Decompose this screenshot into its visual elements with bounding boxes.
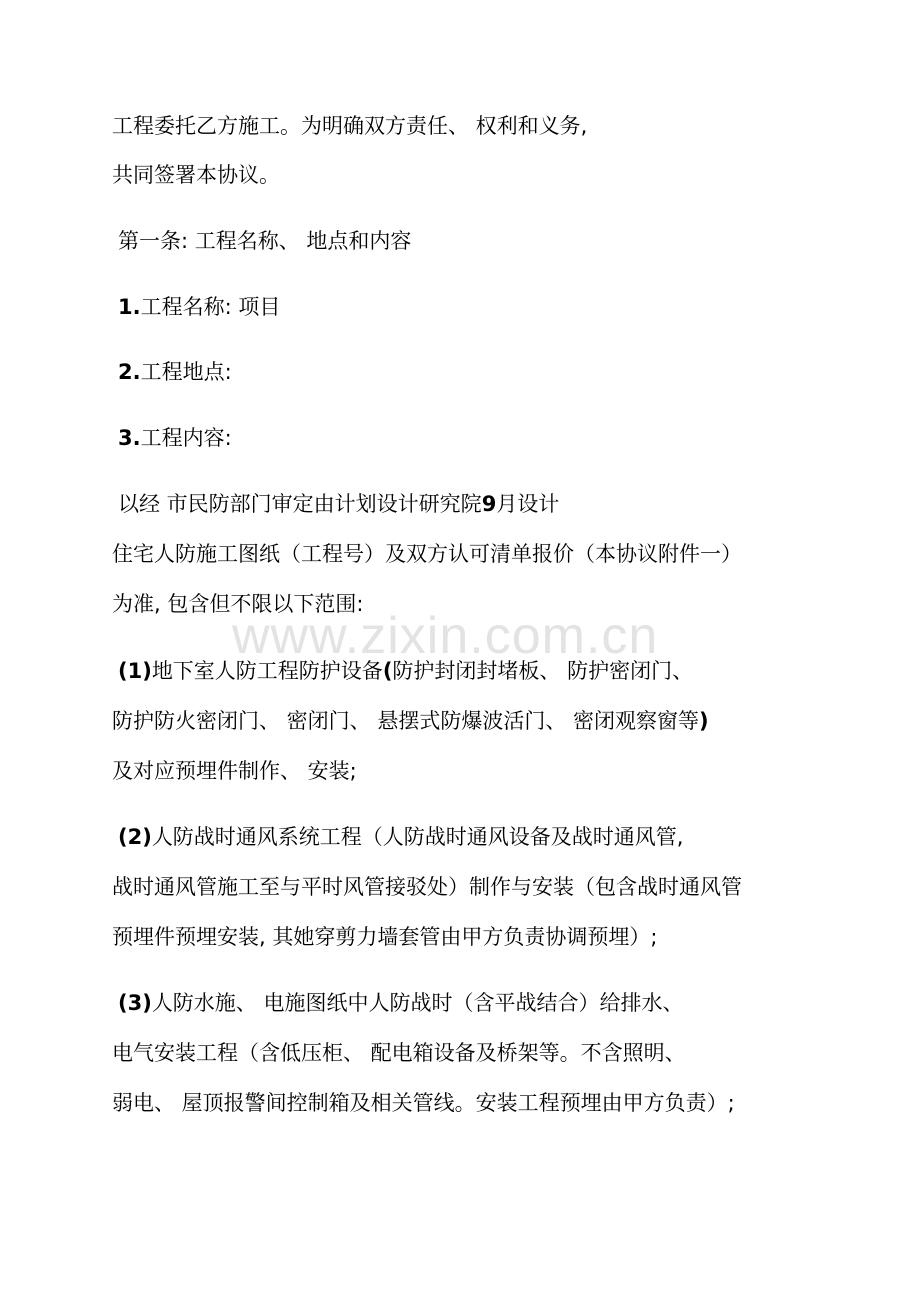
content-line-1-a: 以经 市民防部门审定由计划设计研究院 bbox=[118, 492, 482, 516]
content-line-2: 住宅人防施工图纸（工程号）及双方认可清单报价（本协议附件一） bbox=[112, 542, 742, 566]
scope-2-line-3: 预埋件预埋安装, 其她穿剪力墙套管由甲方负责协调预埋）; bbox=[112, 925, 658, 949]
item-1-number: 1. bbox=[118, 295, 141, 319]
scope-2-number: (2) bbox=[118, 825, 152, 849]
article-1-heading: 第一条: 工程名称、 地点和内容 bbox=[118, 229, 412, 253]
scope-1-line-1-c: 防护封闭封堵板、 防护密闭门、 bbox=[392, 659, 694, 683]
item-2-text: 工程地点: bbox=[140, 360, 232, 384]
scope-3-number: (3) bbox=[118, 991, 152, 1015]
scope-3-line-3: 弱电、 屋顶报警间控制箱及相关管线。安装工程预埋由甲方负责）; bbox=[112, 1091, 735, 1115]
scope-1-close-paren: ) bbox=[699, 709, 709, 733]
item-2-number: 2. bbox=[118, 360, 141, 384]
scope-2-line-1 bbox=[118, 824, 684, 850]
content-month-number: 9 bbox=[481, 492, 497, 516]
scope-1-line-3: 及对应预埋件制作、 安装; bbox=[112, 759, 357, 783]
scope-3-line-1 bbox=[118, 990, 684, 1016]
scope-1-line-1-a: 地下室人防工程防护设备 bbox=[151, 659, 383, 683]
item-3-number: 3. bbox=[118, 426, 141, 450]
scope-1-number: (1) bbox=[118, 659, 152, 683]
item-3 bbox=[118, 425, 232, 451]
scope-2-line-1-text: 人防战时通风系统工程（人防战时通风设备及战时通风管, bbox=[151, 825, 684, 849]
item-1-text: 工程名称: 项目 bbox=[140, 295, 281, 319]
item-3-text: 工程内容: bbox=[140, 426, 232, 450]
scope-3-line-1-text: 人防水施、 电施图纸中人防战时（含平战结合）给排水、 bbox=[151, 991, 684, 1015]
intro-line-1: 工程委托乙方施工。为明确双方责任、 权利和义务, bbox=[112, 114, 588, 138]
item-2 bbox=[118, 359, 232, 385]
content-line-1-c: 月设计 bbox=[496, 492, 560, 516]
scope-1-open-paren: ( bbox=[382, 659, 393, 683]
content-line-3: 为准, 包含但不限以下范围: bbox=[112, 592, 364, 616]
scope-1-line-1 bbox=[118, 658, 693, 684]
scope-1-line-2-a: 防护防火密闭门、 密闭门、 悬摆式防爆波活门、 密闭观察窗等 bbox=[112, 709, 700, 733]
intro-line-2: 共同签署本协议。 bbox=[112, 163, 280, 187]
scope-3-line-2: 电气安装工程（含低压柜、 配电箱设备及桥架等。不含照明、 bbox=[112, 1041, 686, 1065]
watermark: www.zixin.com.cn bbox=[232, 607, 659, 665]
item-1 bbox=[118, 294, 280, 320]
scope-2-line-2: 战时通风管施工至与平时风管接驳处）制作与安装（包含战时通风管 bbox=[112, 875, 742, 899]
scope-1-line-2 bbox=[112, 708, 709, 734]
content-line-1 bbox=[118, 491, 559, 517]
